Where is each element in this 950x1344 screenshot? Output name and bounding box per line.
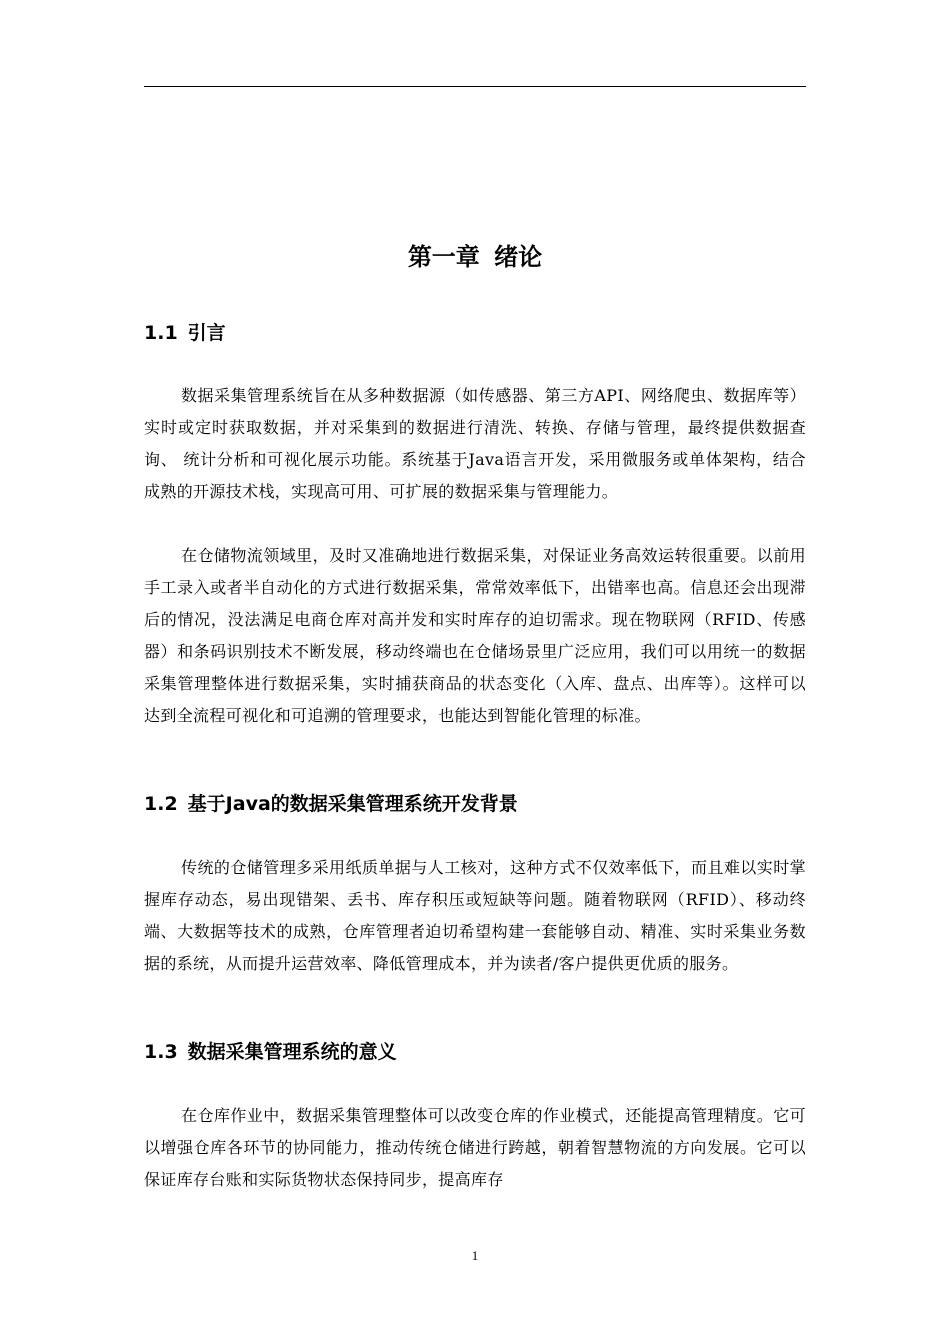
paragraph: 数据采集管理系统旨在从多种数据源（如传感器、第三方API、网络爬虫、数据库等）实时或定时获取数据，并对采集到的数据进行清洗、转换、存储与管理，最终提供数据查询、 统计分析和可视化展示功能。系统基于Java语言开发，采用微服务或单体架构，结合成熟的开源技术栈，实现高可用、可扩展的数据采集与管理能力。	[144, 386, 806, 501]
section-number: 1.3	[144, 1041, 178, 1063]
paragraph: 传统的仓储管理多采用纸质单据与人工核对，这种方式不仅效率低下，而且难以实时掌握库存动态，易出现错架、丢书、库存积压或短缺等问题。随着物联网（RFID）、移动终端、大数据等技术的成熟，仓库管理者迫切希望构建一套能够自动、精准、实时采集业务数据的系统，从而提升运营效率、降低管理成本，并为读者/客户提供更优质的服务。	[144, 858, 806, 973]
header-rule	[144, 86, 806, 87]
section-title: 数据采集管理系统的意义	[187, 1041, 397, 1063]
section-heading-1-2	[144, 789, 518, 816]
section-number: 1.2	[144, 793, 178, 815]
chapter-title: 第一章 绪论	[407, 243, 543, 271]
section-heading-1-3	[144, 1037, 397, 1064]
section-number: 1.1	[144, 322, 178, 344]
page-number: 1	[471, 1248, 479, 1263]
section-title: 引言	[187, 322, 226, 344]
paragraph: 在仓库作业中，数据采集管理整体可以改变仓库的作业模式，还能提高管理精度。它可以增强仓库各环节的协同能力，推动传统仓储进行跨越，朝着智慧物流的方向发展。它可以保证库存台账和实际货物状态保持同步，提高库存	[144, 1106, 806, 1189]
section-heading-1-1	[144, 318, 226, 345]
section-title: 基于Java的数据采集管理系统开发背景	[187, 793, 518, 815]
paragraph: 在仓储物流领域里，及时又准确地进行数据采集，对保证业务高效运转很重要。以前用手工录入或者半自动化的方式进行数据采集，常常效率低下，出错率也高。信息还会出现滞后的情况，没法满足电商仓库对高并发和实时库存的迫切需求。现在物联网（RFID、传感器）和条码识别技术不断发展，移动终端也在仓储场景里广泛应用，我们可以用统一的数据采集管理整体进行数据采集，实时捕获商品的状态变化（入库、盘点、出库等）。这样可以达到全流程可视化和可追溯的管理要求，也能达到智能化管理的标准。	[144, 546, 806, 725]
